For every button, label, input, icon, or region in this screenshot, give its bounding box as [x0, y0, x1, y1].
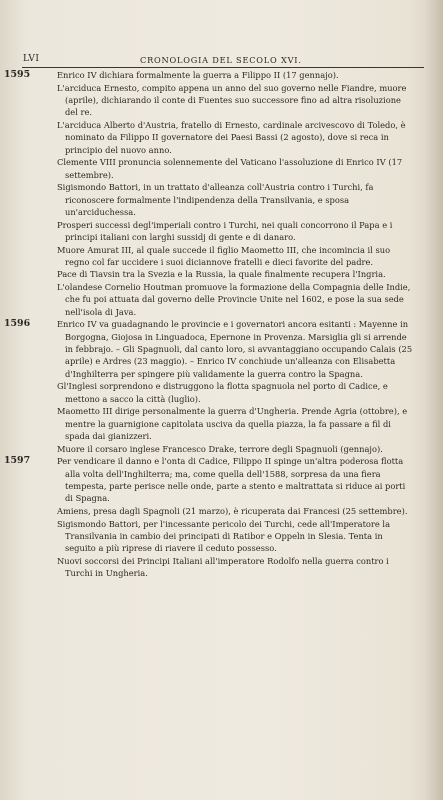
year-block-1597: [0, 455, 420, 579]
entry: Clemente VIII pronuncia solennemente del Vaticano l'assoluzione di Enrico IV (17 settembre).: [57, 157, 403, 180]
year-label: 1596: [4, 318, 31, 330]
page-edge-shadow: [425, 0, 443, 800]
year-block-1596: [0, 318, 420, 454]
entry: Maometto III dirige personalmente la guerra d'Ungheria. Prende Agria (ottobre), e mentre la guarnigione capitolata usciva da quella piazza, la fa passare a fil di spada dai gianizzeri.: [57, 406, 408, 441]
entry: Nuovi soccorsi dei Principi Italiani all'imperatore Rodolfo nella guerra contro i Turchi in Ungheria.: [57, 555, 389, 579]
entry: Amiens, presa dagli Spagnoli (21 marzo), è ricuperata dai Francesi (25 settembre).: [57, 505, 408, 516]
entry: L'arciduca Alberto d'Austria, fratello di Ernesto, cardinale arcivescovo di Toledo, è nominato da Filippo II governatore dei Paesi Bassi (2 agosto), dove si reca in principio del nuovo anno.: [57, 119, 406, 155]
entry: Sigismondo Battori, per l'incessante pericolo dei Turchi, cede all'Imperatore la Transilvania in cambio dei principati di Ratibor e Oppeln in Slesia. Tenta in seguito a più riprese di riavere il ceduto possesso.: [57, 518, 391, 554]
entry: L'olandese Cornelio Houtman promuove la formazione della Compagnia delle Indie, che fu poi attuata dal governo delle Provincie Unite nel 1602, e pose la sua sede nell'isola di Java.: [57, 282, 411, 317]
entry: Sigismondo Battori, in un trattato d'alleanza coll'Austria contro i Turchi, fa riconoscere formalmente l'indipendenza della Transilvania, e sposa un'arciduchessa.: [57, 182, 374, 217]
year-label: 1595: [4, 69, 31, 80]
page-number: LVI: [23, 54, 40, 64]
entry: Muore il corsaro inglese Francesco Drake, terrore degli Spagnuoli (gennajo).: [57, 443, 383, 454]
running-title: CRONOLOGIA DEL SECOLO XVI.: [140, 55, 302, 65]
chronology-text: [0, 69, 420, 580]
entry: Pace di Tiavsin tra la Svezia e la Russia, la quale finalmente recupera l'Ingria.: [57, 269, 386, 280]
year-label: 1597: [4, 455, 31, 467]
entry: Muore Amurat III, al quale succede il figlio Maometto III, che incomincia il suo regno col far uccidere i suoi diciannove fratelli e dieci favorite del padre.: [57, 244, 391, 267]
entry: L'arciduca Ernesto, compito appena un anno del suo governo nelle Fiandre, muore (aprile), dichiarando il conte di Fuentes suo successore fino ad altra risoluzione del re.: [57, 82, 407, 118]
entry: Per vendicare il danno e l'onta di Cadice, Filippo II spinge un'altra poderosa flotta alla volta dell'Inghilterra; ma, come quella dell'1588, sorpresa da una fiera tempesta, parte perisce nelle onde, parte a stento e maltrattata si riduce ai porti di Spagna.: [57, 456, 406, 504]
year-block-1595: [0, 69, 420, 318]
header-rule: [22, 67, 424, 68]
entry: Prosperi successi degl'imperiali contro i Turchi, nei quali concorrono il Papa e i principi italiani con larghi sussidj di gente e di danaro.: [57, 219, 393, 242]
entry: Enrico IV dichiara formalmente la guerra a Filippo II (17 gennajo).: [57, 70, 339, 80]
entry: Enrico IV va guadagnando le provincie e i governatori ancora esitanti : Mayenne in Borgogna, Giojosa in Linguadoca, Epernone in Provenza. Marsiglia gli si arrende in febbrajo. – Gli Spagnuoli, dal canto loro, si avvantaggiano occupando Calais (25 aprile) e Ardres (23 maggio). – Enrico IV conchiude un'alleanza con Elisabetta d'Inghilterra per spingere più validamente la guerra contro la Spagna.: [57, 319, 413, 379]
entry: Gl'Inglesi sorprendono e distruggono la flotta spagnuola nel porto di Cadice, e mettono a sacco la città (luglio).: [57, 381, 388, 404]
